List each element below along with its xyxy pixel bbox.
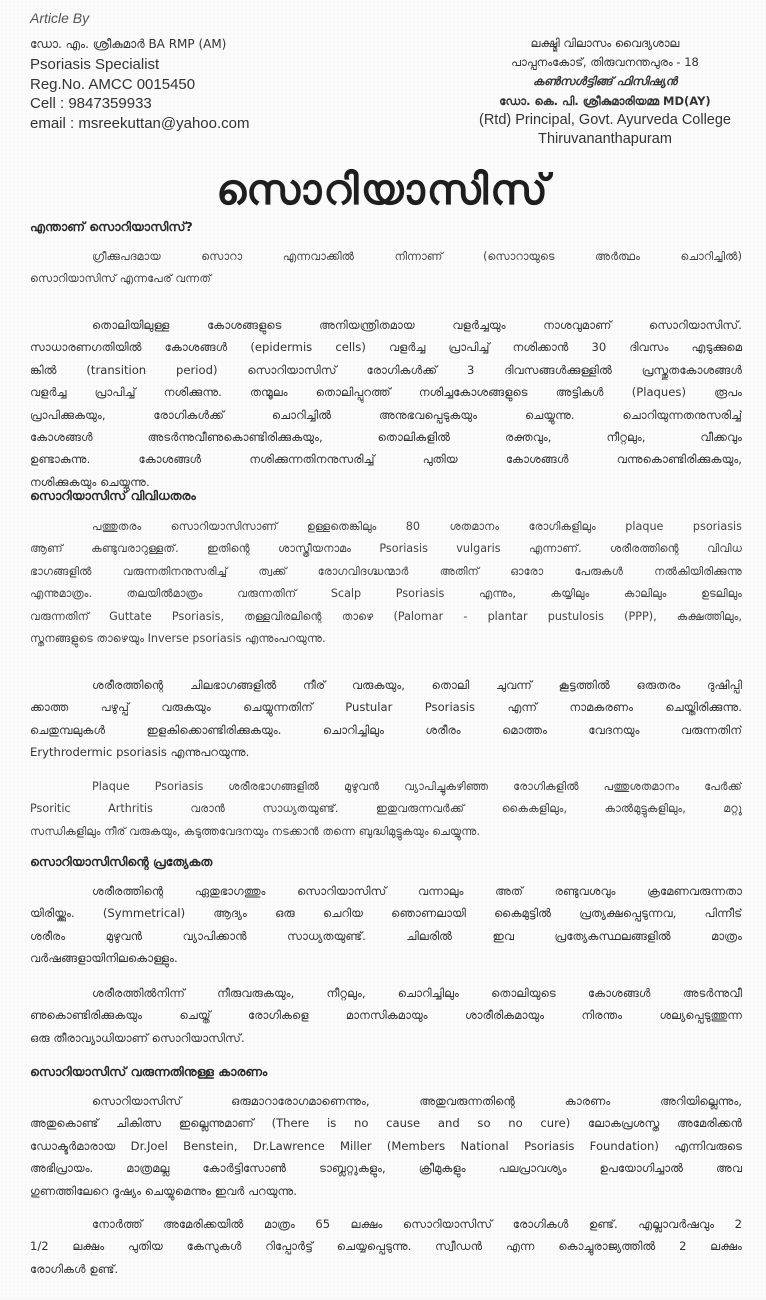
section-heading-types: സൊറിയാസിസ് വിവിധതരം — [30, 488, 196, 503]
text-line: ചെതുമ്പലുകൾ ഇളകിക്കൊണ്ടിരിക്കുകയും. ചൊറിച്ചിലും ശരീരം മൊത്തം വേദനയും വരുന്നതിന് — [30, 722, 742, 737]
author-left-name: ഡോ. എം. ശ്രീകുമാർ BA RMP (AM) — [30, 37, 227, 51]
author-left-cell: Cell : 9847359933 — [30, 95, 152, 113]
paragraph — [30, 314, 742, 493]
text-line: 1/2 ലക്ഷം പുതിയ കേസുകൾ റിപ്പോർട്ട് ചെയ്യപ്പെടുന്നു. സ്വീഡൻ എന്ന കൊച്ചുരാജ്യത്തിൽ 2 ലക്ഷം — [30, 1239, 742, 1254]
paragraph — [30, 1090, 742, 1202]
text-line: സന്ധികളിലും നീര് വരുകയും, കടുത്തവേദനയും നടക്കാൻ തന്നെ ബുദ്ധിമുട്ടുകയും ചെയ്യുന്നു. — [30, 824, 481, 838]
section-heading-causes: സൊറിയാസിസ് വരുന്നതിനുള്ള കാരണം — [30, 1064, 268, 1079]
text-line: ശരീരത്തിന്റെ ചിലഭാഗങ്ങളിൽ നീര് വരുകയും, തൊലി ചുവന്ന് കൂട്ടത്തിൽ ഒരുതരം ദുഷിപ്പി — [92, 678, 742, 692]
text-line: പത്തുതരം സൊറിയാസിസാണ് ഉള്ളതെങ്കിലും 80 ശതമാനം രോഗികളിലും plaque psoriasis — [92, 520, 742, 533]
author-right-name: ഡോ. കെ. പി. ശ്രീകുമാരിയമ്മ MD(AY) — [499, 93, 711, 108]
text-line: രോഗികൾ ഉണ്ട്. — [30, 1261, 119, 1276]
text-line: Psoritic Arthritis വരാൻ സാധ്യതയുണ്ട്. ഇതുവരുന്നവർക്ക് കൈകളിലും, കാൽമുട്ടുകളിലും, മറ്റു — [30, 802, 742, 816]
paragraph — [30, 1213, 742, 1280]
author-left-reg-no: Reg.No. AMCC 0015450 — [30, 75, 196, 93]
text-line: കോശങ്ങൾ അടർന്നുവീണുകൊണ്ടിരിക്കുകയും, തൊലികളിൽ രക്തവും, നീറ്റലും, വീക്കവും — [30, 429, 742, 444]
author-left-email: email : msreekuttan@yahoo.com — [30, 115, 250, 133]
text-line: യിരിയ്ക്കും. (Symmetrical) ആദ്യം ഒരു ചെറിയ ഞൊണലായി കൈമുട്ടിൽ പ്രത്യക്ഷപ്പെടുന്നവ, പിന്നീട് — [30, 906, 742, 921]
text-line: ഒരു തീരാവ്യാധിയാണ് സൊറിയാസിസ്. — [30, 1030, 245, 1045]
text-line: വരുന്നതിന് Guttate Psoriasis, തള്ളവിരലിന്റെ താഴെ (Palomar - plantar pustulosis (PPP), കക്ഷത്തിലും, — [30, 609, 742, 623]
text-line: ശരീരത്തിന്റെ ഏതുഭാഗത്തും സൊറിയാസിസ് വന്നാലും അത് രണ്ടുവശവും ക്രമേണവരുന്നതാ — [92, 884, 742, 898]
text-line: ഉണ്ടാകുന്നു. കോശങ്ങൾ നശിക്കുന്നതിനനുസരിച്ച് പുതിയ കോശങ്ങൾ വന്നുകൊണ്ടിരിക്കുകയും, — [30, 452, 742, 467]
paragraph — [30, 674, 742, 764]
text-line: ആണ് കണ്ടുവരാറുള്ളത്. ഇതിന്റെ ശാസ്ത്രീയനാമം Psoriasis vulgaris എന്നാണ്. ശരീരത്തിന്റെ വിവിധ — [30, 542, 742, 556]
text-line: നശിക്കുകയും ചെയ്യുന്നു. — [30, 474, 150, 489]
text-line: സൊറിയാസിസ് എന്നപേര് വന്നത് — [30, 272, 211, 286]
text-line: ഭാഗങ്ങളിൽ വരുന്നതിനനുസരിച്ച് ത്വക്ക് രോഗവിദഗ്ദ്ധന്മാർ അതിന് ഓരോ പേരുകൾ നൽകിയിരിക്കുന്നു — [30, 564, 742, 578]
text-line: സാധാരണഗതിയിൽ കോശങ്ങൾ (epidermis cells) വളർച്ച പ്രാപിച്ച് നശിക്കാൻ 30 ദിവസം എടുക്കുമെ — [30, 340, 742, 355]
author-right-city: Thiruvananthapuram — [538, 131, 672, 148]
author-right-address: പാപ്പനംകോട്, തിരുവനന്തപുരം - 18 — [511, 55, 699, 70]
paragraph — [30, 880, 742, 970]
text-line: ഗുണത്തിലേറെ ദൂഷ്യം ചെയ്യുമെന്നും ഇവർ പറയുന്നു. — [30, 1183, 298, 1198]
author-left-block — [30, 35, 250, 134]
paragraph — [30, 246, 742, 291]
text-line: ശരീരം മുഴുവൻ വ്യാപിക്കാൻ സാധ്യതയുണ്ട്. ചിലരിൽ ഇവ പ്രത്യേകസ്ഥലങ്ങളിൽ മാത്രം — [30, 928, 742, 943]
text-line: ക്കാത്ത പഴുപ്പ് വരുകയും ചെയ്യുന്നതിന് Pustular Psoriasis എന്ന് നാമകരണം ചെയ്തിരിക്കുന്നു. — [30, 700, 742, 715]
paragraph — [30, 516, 742, 650]
article-title: സൊറിയാസിസ് — [216, 165, 550, 214]
paragraph — [30, 776, 742, 843]
author-right-position: (Rtd) Principal, Govt. Ayurveda College — [479, 111, 731, 128]
text-line: സ്തനങ്ങളുടെ താഴെയും Inverse psoriasis എന്നുംപറയുന്നു. — [30, 631, 326, 645]
text-line: അഭിപ്രായം. മാത്രമല്ല കോർട്ടിസോൺ ടാബ്ലറ്റുകളും, ക്രീമുകളും പലപ്രാവശ്യം ഉപയോഗിച്ചാൽ അവ — [30, 1161, 742, 1176]
text-line: ഡോക്ടർമാരായ Dr.Joel Benstein, Dr.Lawrence Miller (Members National Psoriasis Foundation) എന്നിവരുടെ — [30, 1138, 742, 1153]
text-line: ങ്കിൽ (transition period) സൊറിയാസിസ് രോഗികൾക്ക് 3 ദിവസങ്ങൾക്കുള്ളിൽ പ്രസ്തുതകോശങ്ങൾ — [30, 362, 742, 377]
text-line: എന്നുമാത്രം. തലയിൽമാത്രം വരുന്നതിന് Scalp Psoriasis എന്നും, കയ്യിലും കാലിലും ഉടലിലും — [30, 587, 742, 601]
text-line: സൊറിയാസിസ് ഒരുമാറാരോഗമാണെന്നും, അതുവരുന്നതിന്റെ കാരണം അറിയില്ലെന്നും, — [92, 1094, 742, 1108]
text-line: Erythrodermic psoriasis എന്നുപറയുന്നു. — [30, 745, 250, 760]
text-line: നോർത്ത് അമേരിക്കയിൽ മാത്രം 65 ലക്ഷം സൊറിയാസിസ് രോഗികൾ ഉണ്ട്. എല്ലാവർഷവും 2 — [92, 1217, 742, 1231]
text-line: ഗ്രീക്കുപദമായ സൊറാ എന്നവാക്കിൽ നിന്നാണ് (സൊറായുടെ അർത്ഥം ചൊറിച്ചിൽ) — [92, 250, 742, 263]
text-line: അതുകൊണ്ട് ചികിത്സ ഇല്ലെന്നുമാണ് (There is no cause and so no cure) ലോകപ്രശസ്ത അമേരിക്കൻ — [30, 1116, 742, 1131]
paragraph — [30, 982, 742, 1049]
section-heading-characteristics: സൊറിയാസിസിന്റെ പ്രത്യേകത — [30, 854, 213, 869]
author-right-role: കൺസൾട്ടിങ്ങ് ഫിസിഷ്യൻ — [532, 74, 677, 89]
article-by-label: Article By — [30, 10, 90, 26]
author-right-clinic: ലക്ഷ്മി വിലാസം വൈദ്യശാല — [530, 36, 680, 50]
text-line: ണുകൊണ്ടിരിക്കുകയും ചെയ്ത് രോഗികളെ മാനസികമായും ശാരീരികമായും നിരന്തം ശല്യപ്പെടുത്തുന്ന — [30, 1008, 742, 1023]
author-left-title: Psoriasis Specialist — [30, 55, 160, 73]
text-line: വളർച്ച പ്രാപിച്ച് നശിക്കുന്നു. തന്മൂലം തൊലിപ്പുറത്ത് നശിച്ചകോശങ്ങളുടെ അട്ടികൾ (Plaques) രൂപം — [30, 385, 742, 400]
text-line: ശരീരത്തിൽനിന്ന് നീരുവരുകയും, നീറ്റലും, ചൊറിച്ചിലും തൊലിയുടെ കോശങ്ങൾ അടർന്നുവീ — [92, 986, 742, 1000]
text-line: പ്രാപിക്കുകയും, രോഗികൾക്ക് ചൊറിച്ചിൽ അനുഭവപ്പെടുകയും ചെയ്യുന്നു. ചൊറിയുന്നതനുസരിച്ച് — [30, 407, 742, 422]
section-heading-what-is: എന്താണ് സൊറിയാസിസ്? — [30, 219, 193, 234]
text-line: Plaque Psoriasis ശരീരഭാഗങ്ങളിൽ മുഴുവൻ വ്യാപിച്ചുകഴിഞ്ഞ രോഗികളിൽ പത്തുശതമാനം പേർക്ക് — [92, 780, 742, 793]
author-right-block — [455, 34, 755, 149]
text-line: തൊലിയിലുള്ള കോശങ്ങളുടെ അനിയന്ത്രിതമായ വളർച്ചയും നാശവുമാണ് സൊറിയാസിസ്. — [92, 318, 742, 332]
text-line: വർഷങ്ങളായിനിലകൊള്ളും. — [30, 951, 178, 966]
